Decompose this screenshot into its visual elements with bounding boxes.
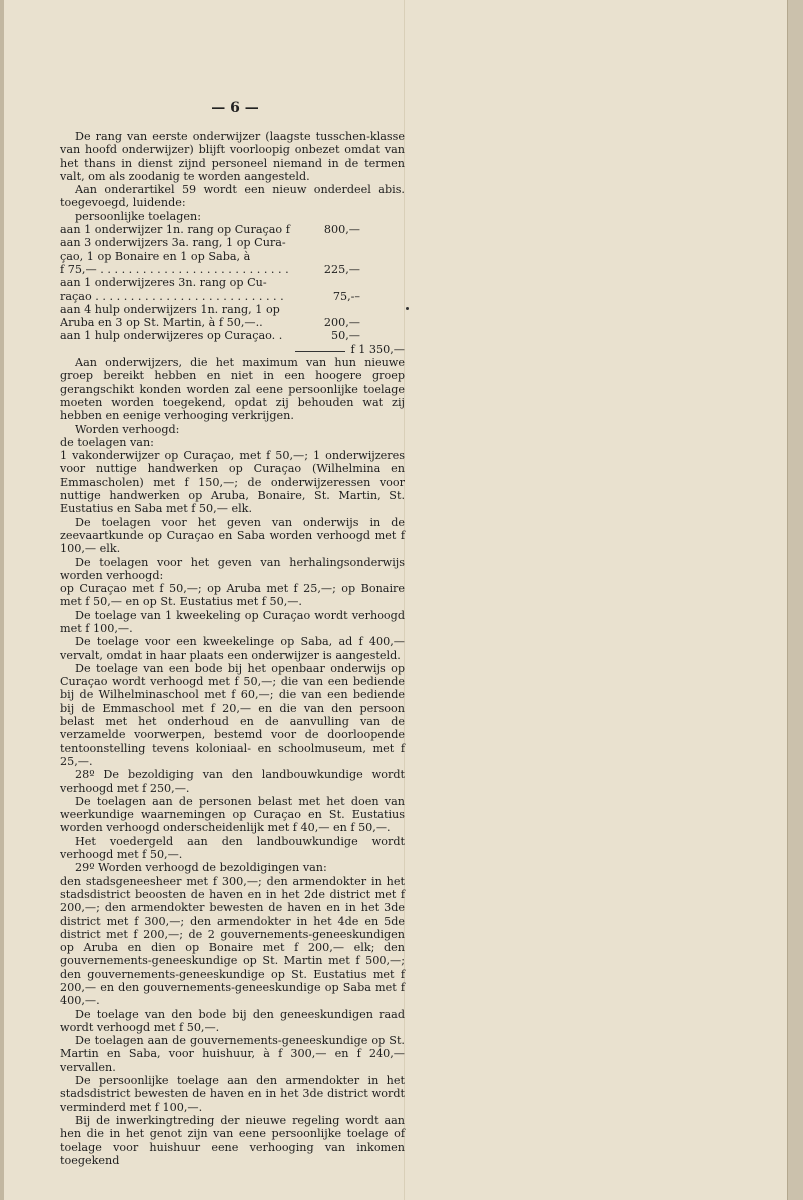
sum-rule: [295, 339, 345, 352]
table-row: [60, 236, 360, 249]
table-row: [60, 316, 360, 329]
ink-speck: [406, 307, 409, 310]
paragraph: persoonlijke toelagen:: [75, 209, 201, 223]
paragraph: Het voedergeld aan den landbouwkundige wordt verhoogd met f 50,—.: [60, 834, 405, 862]
paragraph: De toelagen voor het geven van onderwijs in de zeevaartkunde op Curaçao en Saba worden verhoogd met f 100,— elk.: [60, 515, 405, 556]
row-desc: çao, 1 op Bonaire en 1 op Saba, à: [60, 249, 251, 263]
paragraph: De rang van eerste onderwijzer (laagste tusschen-klasse van hoofd onderwijzer) blijft voorloopig onbezet omdat van het thans in dienst zijnd personeel niemand in de termen valt, om als zoodanig te worden aangesteld.: [60, 130, 405, 183]
row-value: [320, 303, 360, 316]
row-desc: raçao . . . . . . . . . . . . . . . . . . . . . . . . . . .: [60, 289, 284, 303]
scan-edge: [788, 0, 803, 1200]
paragraph: Bij de inwerkingtreding der nieuwe regeling wordt aan hen die in het genot zijn van eene persoonlijke toelage of toelage voor huishuur eene verhooging van inkomen toegekend: [60, 1113, 405, 1167]
paragraph: 1 vakonderwijzer op Curaçao, met f 50,—; 1 onderwijzeres voor nuttige handwerken op Curaçao (Wilhelmina en Emmascholen) met f 150,—; de onderwijzeressen voor nuttige handwerken op Aruba, Bonaire, St. Martin, St. Eustatius en Saba met f 50,— elk.: [60, 449, 405, 516]
row-desc: aan 1 hulp onderwijzeres op Curaçao. .: [60, 329, 283, 343]
paragraph: den stadsgeneesheer met f 300,—; den armendokter in het stadsdistrict beoosten de haven en in het 2de district met f 200,—; den armendokter bewesten de haven en in het 3de district met f 300,—; den armendokter in het 4de en 5de district met f 200,—; de 2 gouvernements-geneeskundigen op Aruba en dien op Bonaire met f 200,— elk; den gouvernements-geneeskundige op St. Martin met f 500,—; den gouvernements-geneeskundige op St. Eustatius met f 200,— en den gouvernements-geneeskundige op Saba met f 400,—.: [60, 874, 405, 1008]
row-desc: aan 4 hulp onderwijzers 1n. rang, 1 op: [60, 302, 280, 316]
paragraph: De toelagen aan de personen belast met het doen van weerkundige waarnemingen op Curaçao en St. Eustatius worden verhoogd onderscheidenlijk met f 40,— en f 50,—.: [60, 794, 405, 835]
row-desc: f 75,— . . . . . . . . . . . . . . . . . . . . . . . . . . .: [60, 262, 289, 276]
row-desc: aan 3 onderwijzers 3a. rang, 1 op Cura-: [60, 236, 286, 250]
row-value: 200,—: [323, 316, 360, 330]
paragraph: De toelage van een bode bij het openbaar onderwijs op Curaçao wordt verhoogd met f 50,—; die van een bediende bij de Wilhelminaschool met f 60,—; die van een bediende bij de Emmaschool met f 20,— en die van den persoon belast met het onderhoud en de aanvulling van de verzamelde voorwerpen, bestemd voor de doorloopende tentoonstelling tevens koloniaal- en schoolmuseum, met f 25,—.: [60, 661, 405, 768]
paragraph: 29º Worden verhoogd de bezoldigingen van:: [75, 861, 327, 875]
row-value: [320, 250, 360, 263]
text-column: [60, 130, 405, 1167]
paragraph: De persoonlijke toelage aan den armendokter in het stadsdistrict bewesten de haven en in het 3de district wordt verminderd met f 100,—.: [60, 1074, 405, 1114]
row-desc: aan 1 onderwijzer 1n. rang op Curaçao f: [60, 223, 290, 237]
table-row: [60, 250, 360, 263]
paragraph: De toelagen aan de gouvernements-geneeskundige op St. Martin en Saba, voor huishuur, à f 300,— en f 240,— vervallen.: [60, 1034, 405, 1074]
paragraph: Worden verhoogd:: [75, 422, 180, 436]
paragraph: 28º De bezoldiging van den landbouwkundige wordt verhoogd met f 250,—.: [60, 768, 405, 795]
allowance-table: [60, 223, 360, 343]
row-value: 75,-–: [332, 289, 360, 303]
paragraph: De toelage van den bode bij den geneeskundigen raad wordt verhoogd met f 50,—.: [60, 1007, 405, 1034]
paragraph: De toelagen voor het geven van herhalingsonderwijs worden verhoogd:: [60, 555, 405, 582]
row-desc: Aruba en 3 op St. Martin, à f 50,—..: [60, 316, 263, 330]
paragraph: De toelage voor een kweekelinge op Saba, ad f 400,— vervalt, omdat in haar plaats een onderwijzer is aangesteld.: [60, 635, 405, 662]
allowance-total: f 1 350,—: [350, 342, 405, 356]
row-value: 225,—: [323, 262, 360, 276]
table-row: [60, 263, 360, 276]
row-value: [320, 236, 360, 249]
table-row: [60, 223, 360, 236]
allowance-total-row: [60, 343, 405, 356]
paragraph: op Curaçao met f 50,—; op Aruba met f 25,—; op Bonaire met f 50,— en op St. Eustatius met f 50,—.: [60, 582, 405, 609]
row-value: [320, 276, 360, 289]
row-value: 50,—: [331, 329, 360, 343]
paragraph: De toelage van 1 kweekeling op Curaçao wordt verhoogd met f 100,—.: [60, 608, 405, 635]
paragraph: Aan onderwijzers, die het maximum van hun nieuwe groep bereikt hebben en niet in een hoogere groep gerangschikt konden worden zal eene persoonlijke toelage moeten worden toegekend, opdat zij behouden wat zij hebben en eenige verhooging verkrijgen.: [60, 356, 405, 423]
paragraph: Aan onderartikel 59 wordt een nieuw onderdeel abis. toegevoegd, luidende:: [60, 183, 405, 210]
page-number: — 6 —: [211, 100, 259, 116]
table-row: [60, 303, 360, 316]
row-desc: aan 1 onderwijzeres 3n. rang op Cu-: [60, 276, 267, 290]
table-row: [60, 276, 360, 289]
row-value: 800,—: [323, 223, 360, 237]
paragraph: de toelagen van:: [60, 435, 154, 449]
table-row: [60, 290, 360, 303]
